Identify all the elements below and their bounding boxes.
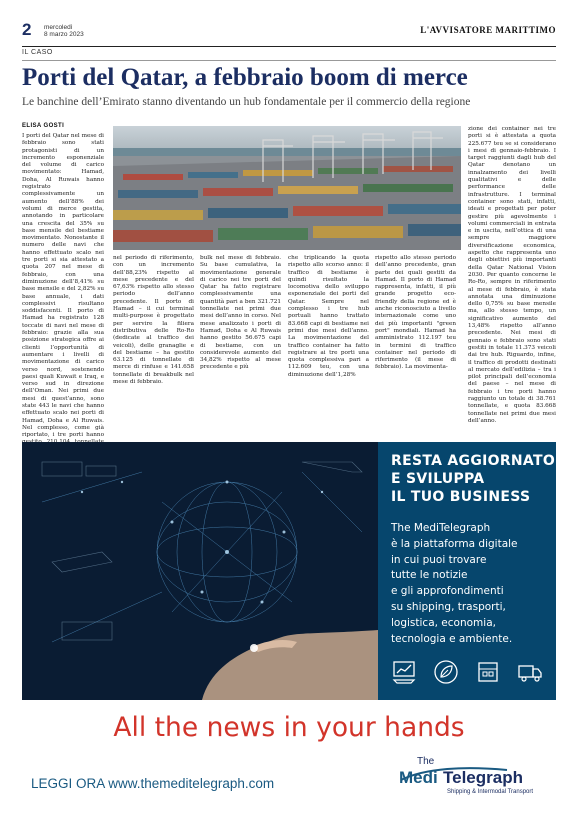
truck-icon xyxy=(516,658,544,686)
advertisement-banner[interactable] xyxy=(22,442,556,700)
ad-icon-row xyxy=(390,658,546,688)
ad-headline-line: IL TUO BUSINESS xyxy=(391,489,531,505)
ad-headline-line: RESTA AGGIORNATO xyxy=(391,453,556,469)
ad-cta-link[interactable]: LEGGI ORA www.themeditelegraph.com xyxy=(31,776,275,791)
publication-name: L'AVVISATORE MARITTIMO xyxy=(420,25,556,35)
ad-body xyxy=(391,521,551,647)
ad-headline-line: E SVILUPPA xyxy=(391,471,485,487)
article-column-1: I porti del Qatar nel mese di febbraio sono stati protagonisti di un incremento esponenziale del volume di carico movimentato: Hamad, Doha, Al Ruwais hanno registrato complessivamente un aumento dell’88% dei volumi di merce gestita, annotando in particolare una crescita del 35% su base mensile del bestiame movimentato. Nonostante il numero delle navi che hanno effettuato scalo nei tre porti si sia attestato a quota 207 nel mese di febbraio, con una diminuzione dell’8,41% su base mensile e del 2,82% su base annuale, i dati complessivi risultano soddisfacenti. Il porto di Hamad ha registrato 128 toccate di navi nel mese di febbraio: grazie alla sua posizione strategica offre ai clienti l’opportunità di aumentare i livelli di movimentazione di carico verso nord, sostenendo paesi quali Kuwait e Iraq, e verso sud in direzione dell’Oman. Nei primi due mesi di quest’anno, sono state 443 le navi che hanno effettuato scalo nei porti di Hamad, Doha e Al Ruwais. Nel complesso, come già riportato, i tre porti hanno xyxy=(22,133,104,439)
digital-network-illustration xyxy=(22,442,378,700)
port-aerial-photo xyxy=(113,126,461,250)
ad-body-line: tecnologia e ambiente. xyxy=(391,632,513,645)
issue-day: mercoledì xyxy=(44,24,73,31)
section-label: IL CASO xyxy=(22,49,53,56)
shipping-chart-icon xyxy=(390,658,418,686)
eco-leaf-icon xyxy=(432,658,460,686)
ad-body-line: su shipping, trasporti, xyxy=(391,600,506,613)
cargo-box-icon xyxy=(474,658,502,686)
ad-body-line: è la piattaforma digitale xyxy=(391,537,518,550)
ad-headline xyxy=(391,452,555,506)
ad-tagline: All the news in your hands xyxy=(113,712,465,743)
ad-body-line: in cui puoi trovare xyxy=(391,553,487,566)
article-column-5: rispetto allo stesso periodo dell’anno precedente, gran parte dei quali gestiti da Hamad. Il porto di Hamad rappresenta, infatti, il più grande progetto eco-friendly della regione ed è anche riconosciuto a livello internazionale come uno dei più importanti "green port" mondiali. Hamad ha amministrato 112.197 teu in termini di traffico container nel periodo di riferimento (il mese di febbraio). La movimenta- xyxy=(375,255,456,371)
header-divider xyxy=(22,46,556,47)
issue-date xyxy=(44,24,84,38)
logo-telegraph: Telegraph xyxy=(443,768,523,787)
page-header xyxy=(22,22,556,42)
article-author: ELISA GOSTI xyxy=(22,123,65,129)
page-number: 2 xyxy=(22,20,32,39)
logo-subtitle: Shipping & Intermodal Transport xyxy=(447,789,534,795)
meditelegraph-logo[interactable] xyxy=(395,750,555,798)
ad-body-line: e gli approfondimenti xyxy=(391,585,504,598)
article-column-3: bulk nel mese di febbraio. Su base cumulativa, la movimentazione generale di carico nei tre porti del Qatar ha fatto registrare complessivamente una quantità pari a ben 321.721 tonnellate nei primi due mesi dell’anno in corso. Nel mese analizzato i porti di Hamad, Doha e Al Ruwais hanno gestito 56.675 capi di bestiame, con un considerevole aumento del 34,82% rispetto al mese precedente e più xyxy=(200,255,281,371)
article-subtitle: Le banchine dell’Emirato stanno diventando un hub fondamentale per il commercio della regione xyxy=(22,96,471,108)
issue-date-value: 8 marzo 2023 xyxy=(44,31,84,38)
logo-medi: Medi xyxy=(399,768,438,787)
article-column-4: che triplicando la quota rispetto allo scorso anno: il traffico di bestiame è quindi risultato la locomotiva dello sviluppo esponenziale dei porti del Qatar. Sempre nel complesso i tre hub portuali hanno trattato 83.668 capi di bestiame nei primi due mesi dell’anno. La movimentazione del traffico container ha fatto registrare ai tre porti una quota complessiva pari a 112.609 teu, con una diminuzione dell’1,28% xyxy=(288,255,369,378)
article-title: Porti del Qatar, a febbraio boom di merce xyxy=(22,64,468,91)
ad-body-line: The MediTelegraph xyxy=(391,522,491,534)
ad-body-line: logistica, economia, xyxy=(391,616,496,629)
ad-body-line: tutte le notizie xyxy=(391,569,468,582)
section-divider xyxy=(22,60,556,61)
logo-the: The xyxy=(417,756,435,767)
article-column-6: zione dei container nei tre porti si è attestata a quota 225.677 teu se si considerano i mesi di gennaio-febbraio. I target raggiunti dagli hub del Qatar denotano un innalzamento dei livelli qualitativi e delle performance delle infrastrutture. I terminal container sono stati, infatti, ideati e progettati per poter gestire più agevolmente i volumi commerciali in entrata e in uscita, nell’ottica di una sempre maggiore diversificazione economica, aspetto che rappresenta uno degli obiettivi più importanti della Qatar National Vision 2030. Per quanto concerne le Ro-Ro, sempre in riferimento al mese di febbraio, è stata annotata una diminuzione dello 0,75% su base mensile ma, allo stesso tempo, un significativo aumento del 13,48% rispetto all’anno precedente. Nei mesi di gennaio e febbraio sono stati gestiti in totale 11.373 veicoli dai tre hub. Riguardo, infine, il traffico di prodotti destinati al mercato dell’edilizia – tra i pilot principali dell’economia del paese – nel mese di febbraio i tre porti hanno raggiunto un totale di 38.761 tonnellate, e quota 83.668 tonnellate nei primi due mesi dell’anno. xyxy=(468,126,556,424)
article-column-2: nel periodo di riferimento, con un incremento dell’88,23% rispetto al mese precedente e del 67,63% rispetto allo stesso periodo dell’anno precedente. Il porto di Hamad – il cui terminal multi-purpose è progettato per servire la filiera distributiva delle Ro-Ro (dedicate al traffico dei veicoli), delle granaglie e del bestiame – ha gestito 63.125 di tonnellate di merce di rinfuse e 141.658 tonnellate di breakbulk nel mese di febbraio. xyxy=(113,255,194,386)
ad-text-panel xyxy=(378,442,556,700)
